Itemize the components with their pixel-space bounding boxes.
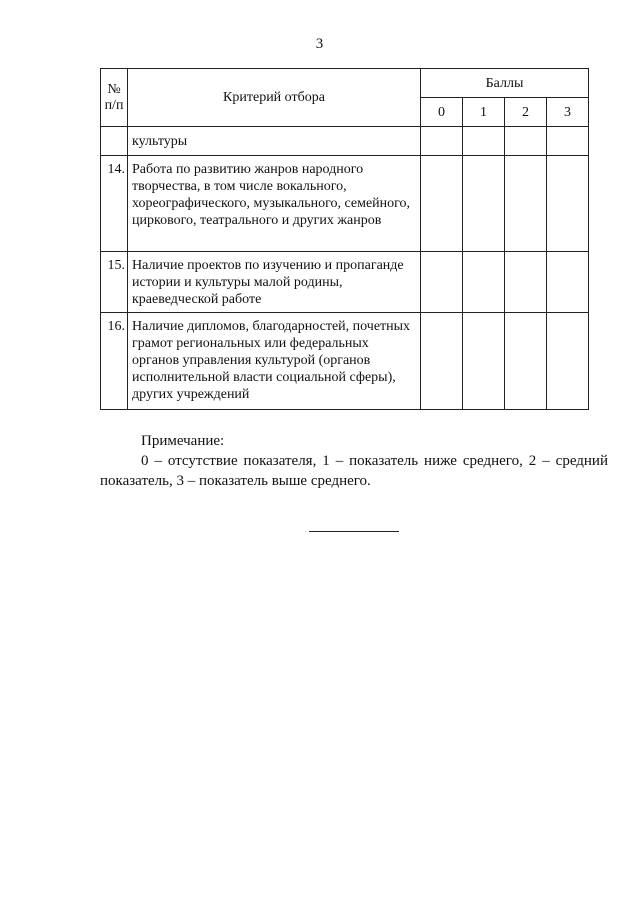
table-row: [101, 252, 589, 313]
header-score-label: 0: [438, 104, 445, 120]
row-number: 16.: [101, 313, 128, 410]
row-number: 15.: [101, 252, 128, 313]
header-score-2: [505, 98, 547, 127]
score-cell: [505, 313, 547, 410]
header-score-1: [463, 98, 505, 127]
score-cell: [505, 127, 547, 156]
score-cell: [421, 313, 463, 410]
header-scores-group: [421, 69, 589, 98]
header-criterion: [128, 69, 421, 127]
score-cell: [421, 127, 463, 156]
criteria-table: [100, 68, 589, 410]
table-row: [101, 156, 589, 252]
score-cell: [463, 127, 505, 156]
score-cell: [421, 252, 463, 313]
row-criterion: культуры: [128, 127, 421, 156]
score-cell: [421, 156, 463, 252]
note-text: 0 – отсутствие показателя, 1 – показатель ниже среднего, 2 – средний показатель, 3 – показатель выше среднего.: [100, 453, 608, 489]
score-cell: [547, 252, 589, 313]
score-cell: [505, 252, 547, 313]
table-row: [101, 313, 589, 410]
row-criterion: Работа по развитию жанров народного творчества, в том числе вокального, хореографического, музыкального, семейного, циркового, театрального и других жанров: [128, 156, 421, 252]
score-cell: [463, 252, 505, 313]
header-score-0: [421, 98, 463, 127]
row-number: [101, 127, 128, 156]
score-cell: [463, 313, 505, 410]
end-separator-line: [309, 531, 399, 532]
score-cell: [547, 313, 589, 410]
row-number: 14.: [101, 156, 128, 252]
header-score-label: 2: [522, 104, 529, 120]
score-cell: [547, 156, 589, 252]
header-scores-group-label: Баллы: [485, 75, 524, 91]
table-row: [101, 127, 589, 156]
row-criterion: Наличие дипломов, благодарностей, почетных грамот региональных или федеральных органов управления культурой (органов исполнительной власти социальной сферы), других учреждений: [128, 313, 421, 410]
table-header-row: [101, 69, 589, 98]
note-title: Примечание:: [141, 433, 225, 449]
header-criterion-label: Критерий отбора: [223, 90, 325, 105]
page-number: 3: [315, 36, 324, 52]
header-score-3: [547, 98, 589, 127]
score-cell: [463, 156, 505, 252]
row-criterion: Наличие проектов по изучению и пропаганде истории и культуры малой родины, краеведческой работе: [128, 252, 421, 313]
header-number: [101, 69, 128, 127]
header-score-label: 1: [480, 104, 487, 120]
header-number-label: № п/п: [104, 81, 124, 113]
score-cell: [547, 127, 589, 156]
header-score-label: 3: [564, 104, 571, 120]
score-cell: [505, 156, 547, 252]
